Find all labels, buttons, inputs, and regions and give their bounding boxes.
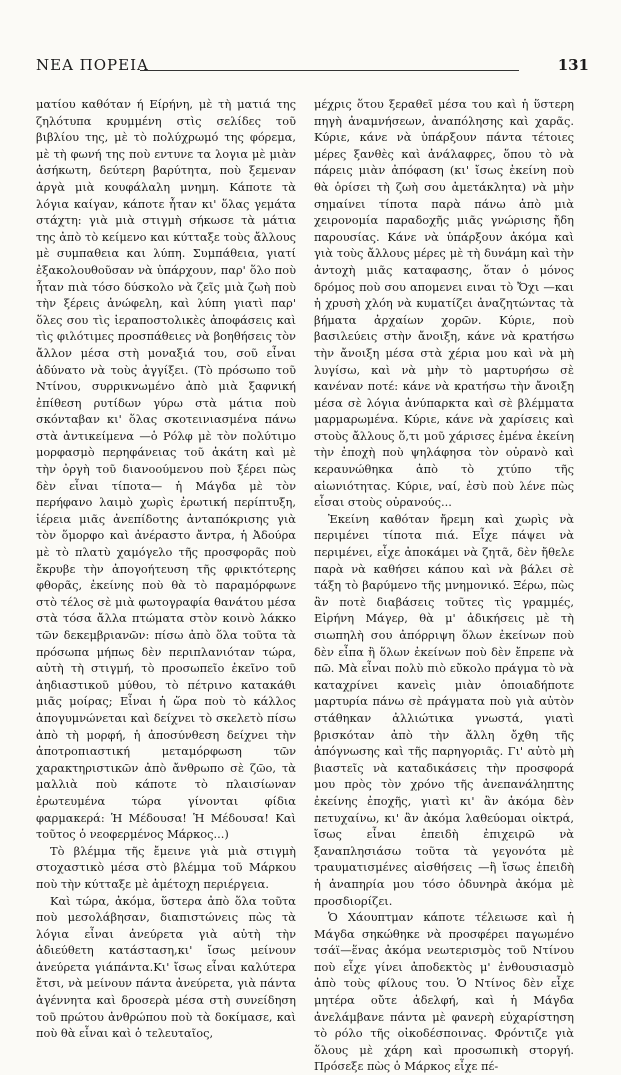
page-header — [36, 56, 589, 82]
right-paragraph-1: μέχρις ὅτου ξεραθεῖ μέσα του καὶ ἡ ὕστερη πηγὴ ἀναμνήσεων, ἀναπόλησης καὶ χαρᾶς. Κύριε, κάνε νὰ ὑπάρξουν πάντα τέτοιες μέρες ξανθὲς καὶ ἀνάλαφρες, ὅπου τὸ νὰ πάρεις μιὰν ἀπόφαση (κι' ἴσως ἐκείνη ποὺ θὰ ὁρίσει τὴ ζωὴ σου ἀμετάκλητα) νὰ μὴν σημαίνει τίποτα παρὰ πάνω ἀπὸ μιὰ χειρονομία παραδοχῆς μιᾶς γνώρισης ἤδη παρουσίας. Κάνε νὰ ὑπάρξουν ἀκόμα καὶ γιὰ τοὺς ἄλλους μέρες μὲ τὴ δυνάμη καὶ τὴν ἀντοχὴ μιᾶς καταφασης, ὅταν ὁ μόνος δρόμος ποὺ σου απομενει ειναι τὸ Ὄχι —και ἡ χρυσὴ χλόη νὰ κυματίζει ἀναζητώντας τὰ βήματα ἀρχαίων χορῶν. Κύριε, ποὺ βασιλεύεις στὴν ἄνοιξη, κάνε νὰ κρατήσω τὴν ἄνοιξη μέσα στὰ χέρια μου καὶ νὰ μὴ λυγίσω, καὶ νὰ μὴν τὸ μαρτυρήσω σὲ κανέναν ποτέ: κάνε νὰ κρατήσω τὴν ἄνοιξη μέσα σὲ λόγια ἀνύπαρκτα καὶ σὲ βλέμματα μαρμαρωμένα. Κύριε, κάνε νὰ χαρίσεις καὶ στοὺς ἄλλους ὅ,τι μοῦ χάρισες ἐμένα ἐκείνη τὴν ἐποχὴ ποὺ ψηλάφησα τὸν οὐρανὸ καὶ κεραυνώθηκα ἀπὸ τὸ χτύπο τῆς αἰωνιότητας. Κύριε, ναί, ἐσὺ ποὺ λένε πὼς εἶσαι στοὺς οὐρανούς... — [314, 97, 574, 510]
left-paragraph-2: Τὸ βλέμμα τῆς ἔμεινε γιὰ μιὰ στιγμὴ στοχαστικὸ μέσα στὸ βλέμμα τοῦ Μάρκου ποὺ τὴν κύτταξε μὲ ἀμέτοχη περιέργεια. — [36, 843, 296, 891]
right-column — [314, 96, 574, 1075]
right-paragraph-3: Ὁ Χάουπτμαν κάποτε τέλειωσε καὶ ἡ Μάγδα σηκώθηκε νὰ προσφέρει παγωμένο τσάϊ—ἕνας ἀκόμα νεωτερισμὸς τοῦ Ντίνου ποὺ εἶχε γίνει ἀποδεκτὸς μ' ἐνθουσιασμὸ ἀπὸ τοὺς φίλους του. Ὁ Ντίνος δὲν εἶχε μητέρα οὔτε ἀδελφή, καὶ ἡ Μάγδα ἀνελάμβανε πάντα μὲ φανερὴ εὐχαρίστηση τὸ ρόλο τῆς οἰκοδέσποινας. Φρόντιζε γιὰ ὅλους μὲ χάρη καὶ προσωπικὴ στοργή. Πρόσεξε πὼς ὁ Μάρκος εἶχε πέ- — [314, 910, 574, 1074]
page-number: 131 — [557, 56, 589, 74]
header-rule — [140, 70, 519, 71]
journal-title: ΝΕΑ ΠΟΡΕΙΑ — [36, 56, 149, 74]
left-column — [36, 96, 296, 1042]
left-paragraph-1: ματίου καθόταν ή Είρήνη, μὲ τὴ ματιά της ζηλότυπα κρυμμένη στὶς σελίδες τοῦ βιβλίου της, μὲ τὸ πολύχρωμό της φόρεμα, μὲ τὴ φωνή της ποὺ εντυνε τα λογια μὲ μιὰν ἀσήκωτη, δεύτερη βαρύτητα, ποὺ ξεμεναν ἀργὰ μιὰ κουφάλαλη μνημη. Κάποτε τὰ λόγια καίγαν, κάποτε ἦταν κι' ὅλας γεμάτα στάχτη: γιὰ μιὰ στιγμὴ σήκωσε τὰ μάτια της ἀπὸ τὸ κείμενο και κύτταξε τοὺς ἄλλους μὲ συμπαθεια και λύπη. Συμπάθεια, γιατί ἐξακολουθοῦσαν νὰ ὑπάρχουν, παρ' ὅλο ποὺ ἦταν πιὰ τόσο δύσκολο νὰ ζεῖς μιὰ ζωὴ ποὺ τὴν ξέρεις ἀνώφελη, καὶ λύπη γιατὶ παρ' ὅλες σου τὶς ἱεραποστολικὲς ἀποφάσεις καὶ τὶς φιλότιμες προσπάθειες νὰ βοηθήσεις τὸν ἄλλον μέσα στὴ μοναξιά του, σοῦ εἶναι ἀδύνατο νὰ τοὺς ἀγγίξει. (Τὸ πρόσωπο τοῦ Ντίνου, συρρικνωμένο ἀπὸ μιὰ ξαφνική ἐπίθεση ρυτίδων γύρω στὰ μάτια ποὺ σκόνταβαν κι' ὅλας σκοτεινιασμένα πάνω στὰ ἀντικείμενα —ὁ Ρόλφ μὲ τὸν πολύτιμο μορφασμὸ περηφάνειας τοῦ ἀκάτη καὶ μὲ τὴν ὀργὴ τοῦ διανοούμενου ποὺ ξέρει πὼς δὲν εἶναι τίποτα— ἡ Μάγδα μὲ τὸν περήφανο λαιμὸ χωρὶς ἐρωτική περίπτυξη, ἱέρεια μιᾶς ἀνεπίδοτης ἀνταπόκρισης γιὰ τὸν ὅμορφο καὶ ἀνέραστο ἄντρα, ἡ Ἀδούρα μὲ τὸ πλατὺ χαμόγελο τῆς προσφορᾶς ποὺ ἔκρυβε τὴν ἀπογοήτευση τῆς φρικτότερης φθορᾶς, ἐκείνης ποὺ θὰ τὸ παραμόρφωνε στὸ τέλος σὲ μιὰ φωτογραφία θανάτου μέσα στὰ τόσα ἄλλα πτώματα στὸν κοινὸ λάκκο τῶν δεκεμβριανῶν: πίσω ἀπὸ ὅλα τοῦτα τὰ πρόσωπα μήπως δὲν περιπλανιόταν τώρα, αὐτὴ τὴ στιγμή, τὸ προσωπεῖο ἐκεῖνο τοῦ ἀηδιαστικοῦ μύθου, τὸ πέτρινο κατακάθι μιᾶς μοίρας; Εἶναι ἡ ὥρα ποὺ τὸ κάλλος ἀπογυμνώνεται καὶ δείχνει τὸ σκελετὸ πίσω ἀπὸ τὴ μορφή, ἡ ἀποσύνθεση δείχνει τὴν ἀποτροπιαστική μεταμόρφωση τῶν χαρακτηριστικῶν ἀπὸ ἄνθρωπο σὲ ζῶο, τὰ μαλλιὰ ποὺ κάποτε τὸ πλαισίωναν ἐρωτευμένα τώρα γίνονται φίδια φαρμακερά: Ἡ Μέδουσα! Ἡ Μέδουσα! Καὶ τοῦτος ὁ νεοφερμένος Μάρκος...) — [36, 97, 296, 842]
left-paragraph-3: Καὶ τώρα, ἀκόμα, ὕστερα ἀπὸ ὅλα τοῦτα ποὺ μεσολάβησαν, διαπιστώνεις πὼς τὰ λόγια εἶναι ἀνεύρετα γιὰ αὐτὴ τὴν ἀδιεύθετη κατάσταση,κι' ἴσως μείνουν ἀνεύρετα γιάπάντα.Κι' ἴσως εἶναι καλύτερα ἔτσι, νὰ μείνουν πάντα ἀνεύρετα, γιὰ πάντα ἀγέννητα καὶ δροσερὰ μέσα στὴ συνείδηση τοῦ πρώτου ἀνθρώπου ποὺ τὰ δοκίμασε, καὶ ποὺ θὰ εἶναι καὶ ὁ τελευταῖος, — [36, 893, 296, 1041]
right-paragraph-2: Ἐκείνη καθόταν ἤρεμη καὶ χωρὶς νὰ περιμένει τίποτα πιά. Εἶχε πάψει νὰ περιμένει, εἶχε ἀποκάμει νὰ ζητᾶ, δὲν ἤθελε παρὰ νὰ καθήσει κάπου καὶ νὰ βάλει σὲ τάξη τὸ βαρύμενο τῆς μνημονικό. Ξέρω, πὼς ἂν ποτὲ διαβάσεις τοῦτες τὶς γραμμές, Εἰρήνη Μάγερ, θὰ μ' ἀδικήσεις μὲ τὴ σιωπηλὴ σου ἀπόρριψη ὅλων ἐκείνων ποὺ δὲν εἶπα ἢ ὅλων ἐκείνων ποὺ δὲν ἔπρεπε νὰ πῶ. Μὰ εἶναι πολὺ πιὸ εὔκολο πράγμα τὸ νὰ καταχρίνει κανεὶς μιὰν ὁποιαδήποτε μαρτυρία πάνω σὲ πράγματα ποὺ γιὰ αὐτὸν στάθηκαν ἀλλιώτικα γνωστά, γιατὶ βρισκόταν ἀπὸ τὴν ἄλλη ὄχθη τῆς ἀπόγνωσης καὶ τῆς παρηγοριᾶς. Γι' αὐτὸ μὴ βιαστεῖς νὰ καταδικάσεις τὴν προσφορά μου πρὸς τὸν χρόνο τῆς ἀνεπανάληπτης ἐκείνης ἐποχῆς, γιατὶ κι' ἂν ἀκόμα δὲν πετυχαίνω, κι' ἂν ἀκόμα λαθεύομαι οἰκτρά, ἴσως εἶναι ἐπειδὴ ἐπιχειρῶ νὰ ξαναπλησιάσω τοῦτα τὰ γεγονότα μὲ τραυματισμένες αἰσθήσεις —ἢ ἴσως ἐπειδὴ ἡ ἀναπηρία μου τόσο ὀδυνηρὰ ἀκόμα μὲ προσδιορίζει. — [314, 511, 574, 908]
